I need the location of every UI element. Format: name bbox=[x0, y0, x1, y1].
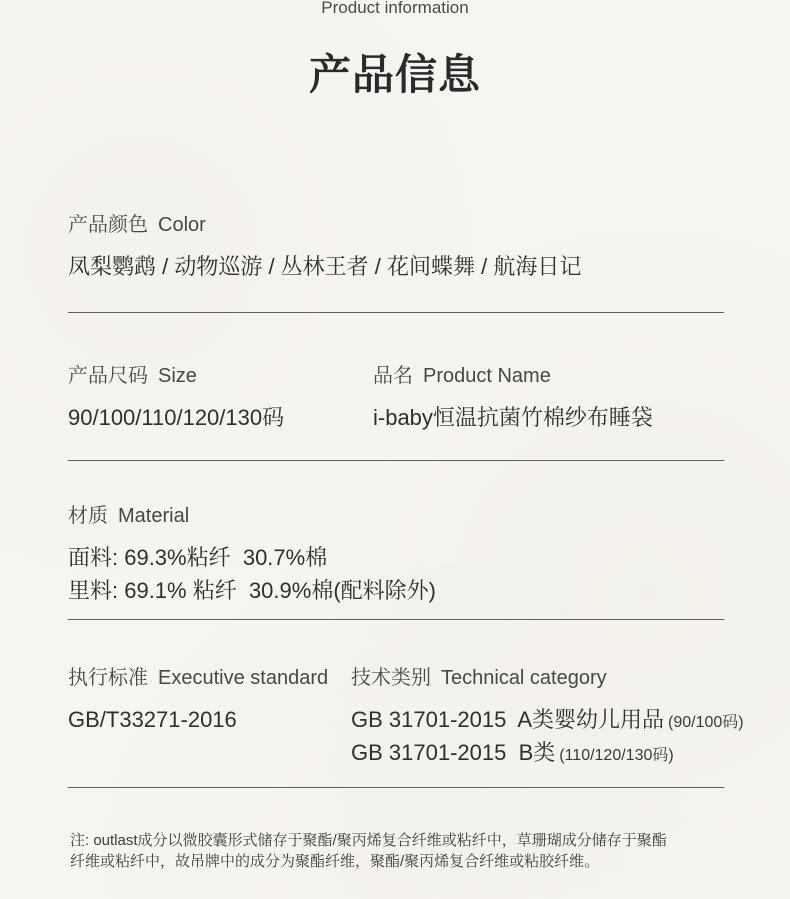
footnote-line-2: 纤维或粘纤中，故吊牌中的成分为聚酯纤维，聚酯/聚丙烯复合纤维或粘胶纤维。 bbox=[70, 853, 600, 870]
technical-line-b-size-note: (110/120/130码) bbox=[559, 747, 674, 764]
divider bbox=[68, 787, 724, 788]
page-title: 产品信息 bbox=[308, 51, 481, 98]
material-shell-line: 面料: 69.3%粘纤 30.7%棉 bbox=[68, 545, 328, 570]
color-label-cn: 产品颜色 bbox=[68, 214, 148, 236]
product-name-label-cn: 品名 bbox=[373, 365, 413, 387]
divider bbox=[68, 312, 724, 313]
divider bbox=[68, 460, 724, 461]
technical-line-b-main: GB 31701-2015 B类 bbox=[351, 740, 556, 765]
page-subtitle: Product information bbox=[321, 0, 469, 17]
technical-label bbox=[351, 666, 607, 690]
color-value: 凤梨鹦鹉 / 动物巡游 / 丛林王者 / 花间蝶舞 / 航海日记 bbox=[68, 254, 582, 279]
technical-line-a-size-note: (90/100码) bbox=[668, 714, 744, 731]
material-label bbox=[68, 504, 189, 528]
product-name-value: i-baby恒温抗菌竹棉纱布睡袋 bbox=[373, 405, 653, 430]
technical-line-a bbox=[351, 706, 744, 737]
standard-label-en: Executive standard bbox=[158, 667, 329, 689]
product-name-label-en: Product Name bbox=[423, 365, 551, 387]
technical-label-en: Technical category bbox=[441, 667, 607, 689]
color-label-en: Color bbox=[158, 214, 206, 236]
footnote-line-1: 注: outlast成分以微胶囊形式储存于聚酯/聚丙烯复合纤维或粘纤中，草珊瑚成分储存于聚酯 bbox=[70, 832, 667, 849]
size-value: 90/100/110/120/130码 bbox=[68, 405, 285, 430]
divider bbox=[68, 619, 724, 620]
technical-line-b bbox=[351, 739, 674, 770]
size-label-cn: 产品尺码 bbox=[68, 365, 148, 387]
technical-line-a-main: GB 31701-2015 A类婴幼儿用品 bbox=[351, 707, 665, 732]
product-name-label bbox=[373, 364, 551, 388]
standard-label bbox=[68, 666, 328, 690]
size-label bbox=[68, 364, 197, 388]
color-label bbox=[68, 213, 206, 237]
size-label-en: Size bbox=[158, 365, 197, 387]
material-label-en: Material bbox=[118, 505, 190, 527]
standard-label-cn: 执行标准 bbox=[68, 667, 148, 689]
material-lining-line: 里料: 69.1% 粘纤 30.9%棉(配料除外) bbox=[68, 578, 436, 603]
material-label-cn: 材质 bbox=[68, 505, 108, 527]
technical-label-cn: 技术类别 bbox=[351, 667, 431, 689]
standard-value: GB/T33271-2016 bbox=[68, 707, 237, 732]
